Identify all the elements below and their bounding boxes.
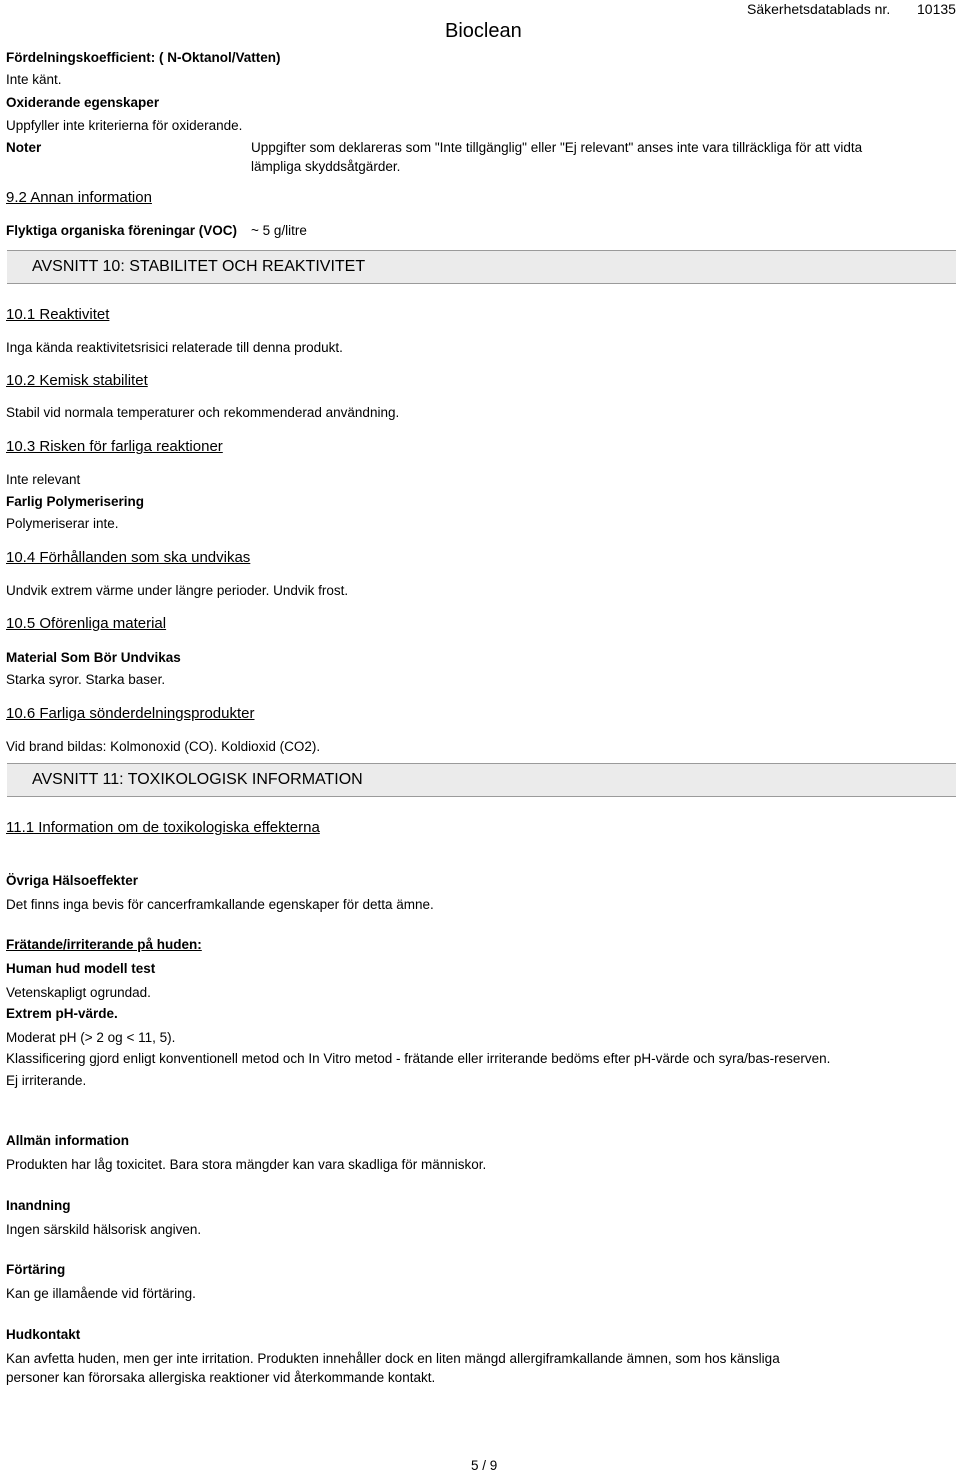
other-effects-text: Det finns inga bevis för cancerframkallande egenskaper för detta ämne. [6, 897, 434, 912]
brand-title: Bioclean [445, 20, 522, 42]
doc-number: 10135 [917, 1, 956, 17]
ph-label: Extrem pH-värde. [6, 1006, 118, 1021]
skin-contact-label: Hudkontakt [6, 1327, 81, 1342]
notes-label: Noter [6, 140, 42, 155]
partition-label: Fördelningskoefficient: ( N-Oktanol/Vatten) [6, 50, 281, 65]
hazardous-reactions-text: Inte relevant [6, 472, 81, 487]
general-info-text: Produkten har låg toxicitet. Bara stora mängder kan vara skadliga för människor. [6, 1157, 487, 1172]
doc-number-label: Säkerhetsdatablads nr. [747, 1, 891, 17]
ingestion-text: Kan ge illamående vid förtäring. [6, 1286, 196, 1301]
ingestion-label: Förtäring [6, 1262, 66, 1277]
notes-text-line2: lämpliga skyddsåtgärder. [251, 159, 401, 174]
polymerization-text: Polymeriserar inte. [6, 516, 119, 531]
other-info-heading: 9.2 Annan information [6, 189, 152, 206]
inhalation-text: Ingen särskild hälsorisk angiven. [6, 1222, 202, 1237]
incompatible-label: Material Som Bör Undvikas [6, 650, 181, 665]
reactivity-heading: 10.1 Reaktivitet [6, 306, 110, 323]
incompatible-text: Starka syror. Starka baser. [6, 672, 166, 687]
page-number: 5 / 9 [471, 1458, 498, 1473]
human-skin-text: Vetenskapligt ogrundad. [6, 985, 151, 1000]
skin-contact-text-line2: personer kan förorsaka allergiska reaktioner vid återkommande kontakt. [6, 1370, 436, 1385]
partition-value: Inte känt. [6, 72, 62, 87]
skin-corrosion-heading: Frätande/irriterande på huden: [6, 937, 202, 952]
hazardous-reactions-heading: 10.3 Risken för farliga reaktioner [6, 438, 223, 455]
polymerization-label: Farlig Polymerisering [6, 494, 145, 509]
inhalation-label: Inandning [6, 1198, 71, 1213]
conditions-text: Undvik extrem värme under längre perioder. Undvik frost. [6, 583, 349, 598]
ph-text: Moderat pH (> 2 og < 11, 5). [6, 1030, 176, 1045]
voc-label: Flyktiga organiska föreningar (VOC) [6, 223, 238, 238]
decomposition-text: Vid brand bildas: Kolmonoxid (CO). Koldioxid (CO2). [6, 739, 321, 754]
oxidizing-value: Uppfyller inte kriterierna för oxiderande. [6, 118, 243, 133]
classification-text: Klassificering gjord enligt konventionell metod och In Vitro metod - frätande eller irriterande bedöms efter pH-värde och syra/bas-reserven. [6, 1051, 831, 1066]
other-effects-label: Övriga Hälsoeffekter [6, 873, 139, 888]
decomposition-heading: 10.6 Farliga sönderdelningsprodukter [6, 705, 255, 722]
stability-heading: 10.2 Kemisk stabilitet [6, 372, 148, 389]
voc-value: ~ 5 g/litre [251, 223, 307, 238]
skin-contact-text-line1: Kan avfetta huden, men ger inte irritation. Produkten innehåller dock en liten mängd allergiframkallande ämnen, som hos känsliga [6, 1351, 780, 1366]
section-10-title: AVSNITT 10: STABILITET OCH REAKTIVITET [32, 258, 366, 275]
general-info-label: Allmän information [6, 1133, 130, 1148]
stability-text: Stabil vid normala temperaturer och rekommenderad användning. [6, 405, 400, 420]
conditions-heading: 10.4 Förhållanden som ska undvikas [6, 549, 251, 566]
section-11-title: AVSNITT 11: TOXIKOLOGISK INFORMATION [32, 771, 363, 788]
section-10-banner [7, 250, 956, 284]
not-irritant-text: Ej irriterande. [6, 1073, 87, 1088]
oxidizing-label: Oxiderande egenskaper [6, 95, 160, 110]
notes-text-line1: Uppgifter som deklareras som "Inte tillgänglig" eller "Ej relevant" anses inte vara tillräckliga för att vidta [251, 140, 863, 155]
incompatible-heading: 10.5 Oförenliga material [6, 615, 167, 632]
section-11-banner [7, 763, 956, 797]
human-skin-label: Human hud modell test [6, 961, 156, 976]
toxicology-heading: 11.1 Information om de toxikologiska effekterna [6, 819, 320, 836]
reactivity-text: Inga kända reaktivitetsrisici relaterade till denna produkt. [6, 340, 343, 355]
